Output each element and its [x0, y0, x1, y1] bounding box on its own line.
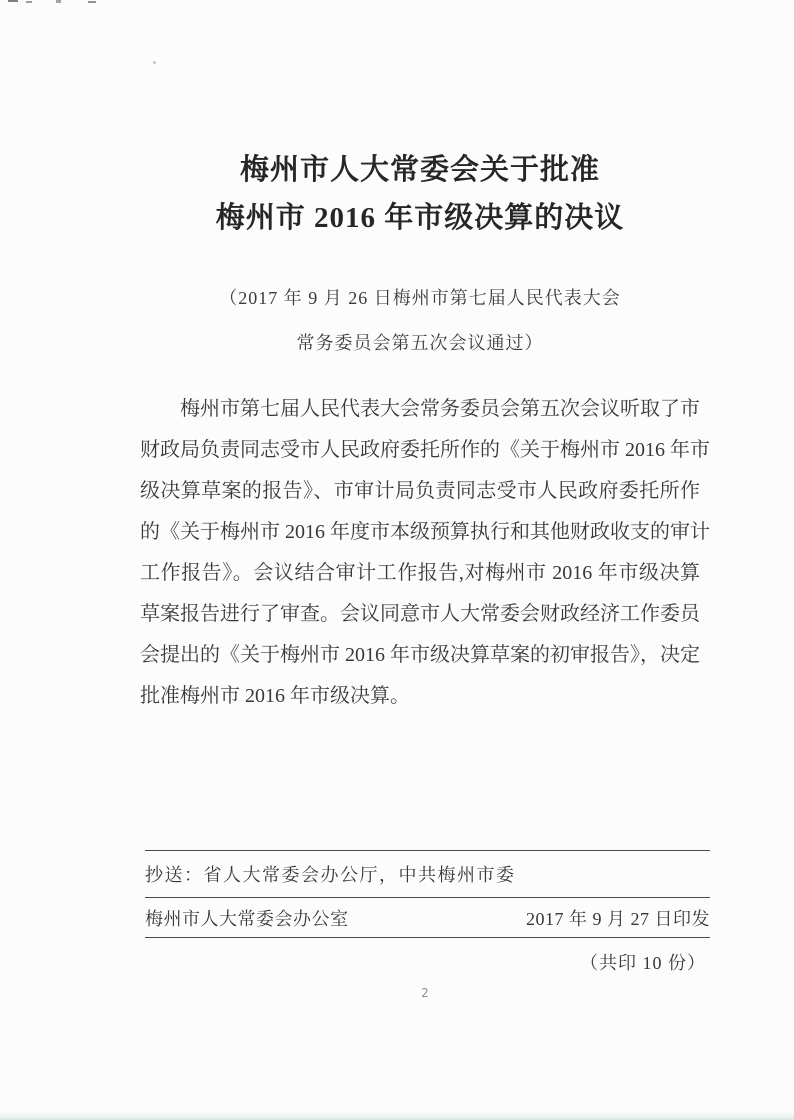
print-date: 2017 年 9 月 27 日印发 [526, 908, 710, 929]
body-line: 级决算草案的报告》、市审计局负责同志受市人民政府委托所作 [140, 480, 700, 502]
body-line: 财政局负责同志受市人民政府委托所作的《关于梅州市 2016 年市 [140, 439, 710, 461]
page-number: 2 [421, 986, 429, 1000]
cc-line: 抄送：省人大常委会办公厅，中共梅州市委 [145, 865, 516, 885]
body-line: 草案报告进行了审查。会议同意市人大常委会财政经济工作委员 [140, 603, 700, 625]
body-line: 的《关于梅州市 2016 年度市本级预算执行和其他财政收支的审计 [140, 521, 710, 543]
scan-artifact [153, 61, 156, 64]
body-paragraph [140, 389, 710, 717]
copies-row [145, 938, 710, 975]
scan-artifact [8, 0, 18, 2]
meeting-note [140, 276, 700, 366]
document-title-line2: 梅州市 2016 年市级决算的决议 [215, 202, 625, 234]
body-line: 批准梅州市 2016 年市级决算。 [140, 685, 410, 707]
meeting-note-line2: 常务委员会第五次会议通过） [296, 333, 544, 353]
scan-bottom-edge [0, 1111, 794, 1120]
scan-artifact [88, 1, 96, 3]
issuer-row [145, 898, 710, 937]
document-title [140, 146, 700, 242]
body-line: 工作报告》。会议结合审计工作报告,对梅州市 2016 年市级决算 [140, 562, 700, 584]
meeting-note-line1: （2017 年 9 月 26 日梅州市第七届人民代表大会 [219, 288, 621, 308]
copies-note: （共印 10 份） [580, 953, 706, 973]
body-line: 会提出的《关于梅州市 2016 年市级决算草案的初审报告》，决定 [140, 644, 700, 666]
issuing-office: 梅州市人大常委会办公室 [145, 908, 349, 929]
body-line: 梅州市第七届人民代表大会常务委员会第五次会议听取了市 [180, 398, 700, 420]
scan-artifact [56, 0, 61, 3]
document-footer [145, 850, 710, 975]
document-title-line1: 梅州市人大常委会关于批准 [239, 154, 600, 186]
scan-artifact [26, 1, 32, 3]
cc-row [145, 851, 710, 897]
